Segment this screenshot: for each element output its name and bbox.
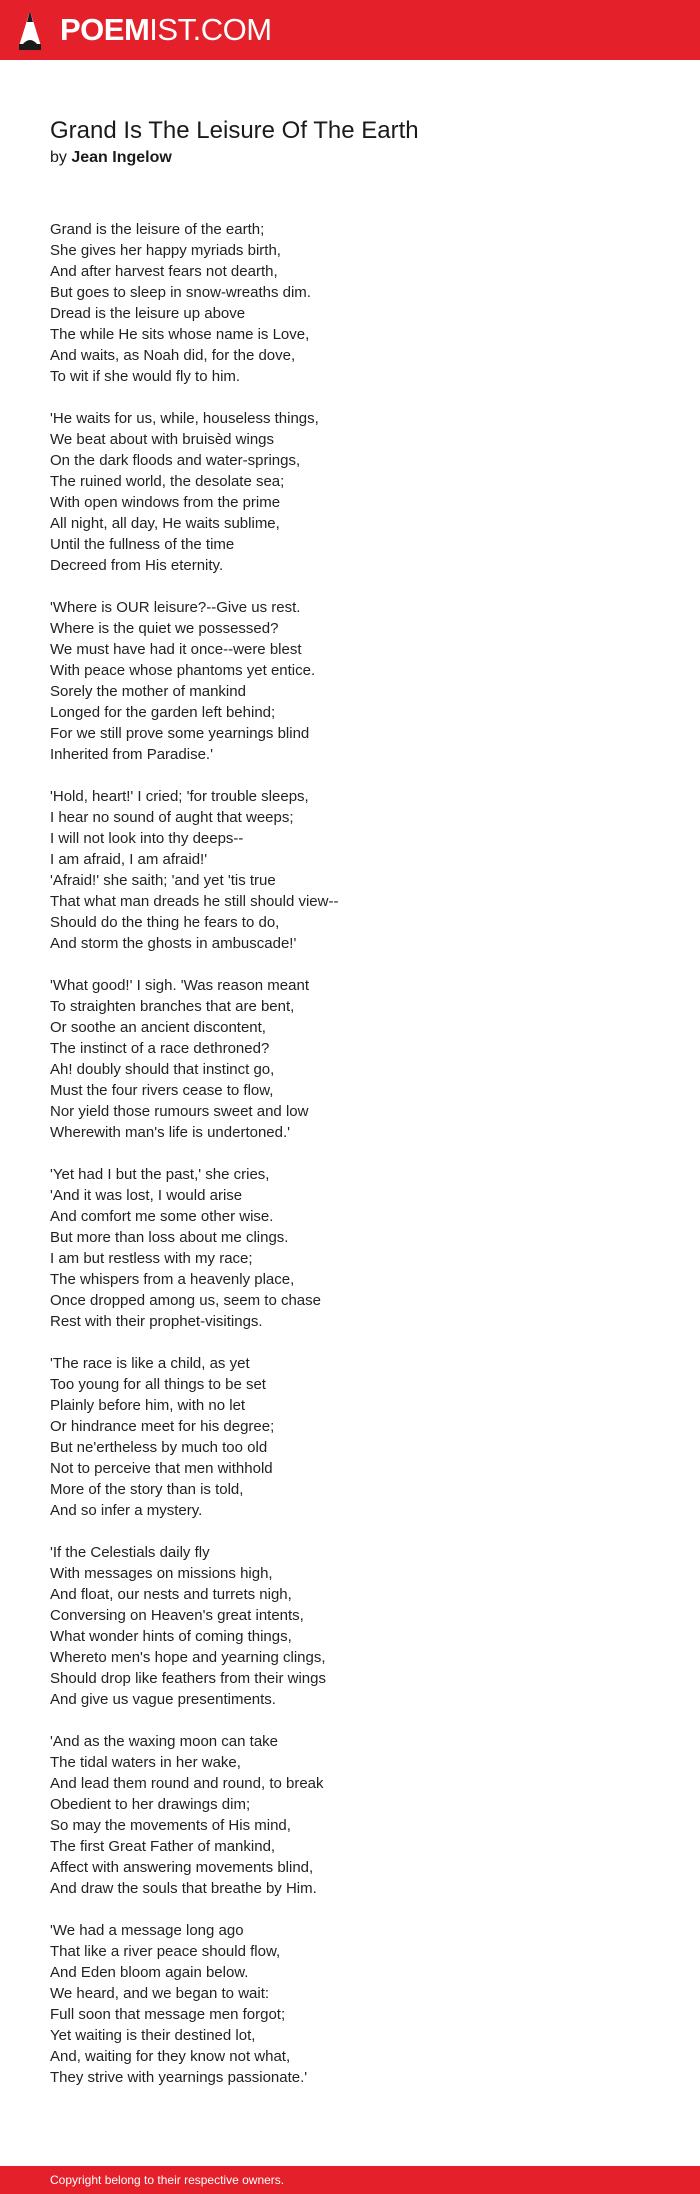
poem-stanza [50, 975, 670, 1143]
poem-line: Conversing on Heaven's great intents, [50, 1607, 304, 1624]
poem-line: But ne'ertheless by much too old [50, 1439, 268, 1456]
byline [50, 147, 172, 169]
poem-stanza [50, 1164, 670, 1332]
poem-line: And comfort me some other wise. [50, 1208, 274, 1225]
logo-text-light: IST.COM [149, 12, 272, 47]
poem-line: We must have had it once--were blest [50, 641, 302, 658]
poem-line: Where is the quiet we possessed? [50, 620, 279, 637]
poem-stanza [50, 597, 670, 765]
poem-line: To straighten branches that are bent, [50, 998, 295, 1015]
poem-line: Obedient to her drawings dim; [50, 1796, 251, 1813]
poem-line: That like a river peace should flow, [50, 1943, 281, 1960]
poem-line: The ruined world, the desolate sea; [50, 473, 285, 490]
poem-stanza [50, 408, 670, 576]
by-label: by [50, 149, 67, 166]
poem-line: And, waiting for they know not what, [50, 2048, 291, 2065]
poem-line: 'Hold, heart!' I cried; 'for trouble sleeps, [50, 788, 309, 805]
poem-line: Ah! doubly should that instinct go, [50, 1061, 275, 1078]
poem-line: But more than loss about me clings. [50, 1229, 289, 1246]
poem-line: Or hindrance meet for his degree; [50, 1418, 275, 1435]
logo-text-bold: POEM [60, 12, 150, 47]
poem-line: And storm the ghosts in ambuscade!' [50, 935, 297, 952]
poem-line: The tidal waters in her wake, [50, 1754, 241, 1771]
poem-line: On the dark floods and water-springs, [50, 452, 301, 469]
poem-line: But goes to sleep in snow-wreaths dim. [50, 284, 311, 301]
poem-line: 'The race is like a child, as yet [50, 1355, 250, 1372]
poem-stanza [50, 1920, 670, 2088]
poem-line: I hear no sound of aught that weeps; [50, 809, 294, 826]
poem-line: Should drop like feathers from their wings [50, 1670, 326, 1687]
poem-line: Decreed from His eternity. [50, 557, 224, 574]
poem-line: I am but restless with my race; [50, 1250, 253, 1267]
poem-line: Nor yield those rumours sweet and low [50, 1103, 309, 1120]
poem-line: With peace whose phantoms yet entice. [50, 662, 316, 679]
poem-line: 'Yet had I but the past,' she cries, [50, 1166, 270, 1183]
poem-line: Yet waiting is their destined lot, [50, 2027, 256, 2044]
poem-line: 'If the Celestials daily fly [50, 1544, 210, 1561]
poem-line: She gives her happy myriads birth, [50, 242, 281, 259]
site-logo[interactable] [60, 12, 272, 48]
poem-line: Longed for the garden left behind; [50, 704, 276, 721]
poem-line: And lead them round and round, to break [50, 1775, 324, 1792]
poem-line: So may the movements of His mind, [50, 1817, 291, 1834]
poem-line: With messages on missions high, [50, 1565, 273, 1582]
poem-line: And so infer a mystery. [50, 1502, 203, 1519]
poem-stanza [50, 1731, 670, 1899]
poem-line: For we still prove some yearnings blind [50, 725, 310, 742]
poem-line: That what man dreads he still should view-- [50, 893, 339, 910]
poem-line: 'What good!' I sigh. 'Was reason meant [50, 977, 309, 994]
poem-stanza [50, 219, 670, 387]
poem-line: Or soothe an ancient discontent, [50, 1019, 266, 1036]
poem-line: 'We had a message long ago [50, 1922, 244, 1939]
poem-line: 'And it was lost, I would arise [50, 1187, 243, 1204]
poem-stanza [50, 786, 670, 954]
poem-line: More of the story than is told, [50, 1481, 244, 1498]
poem-line: We heard, and we began to wait: [50, 1985, 270, 2002]
poem-line: Full soon that message men forgot; [50, 2006, 286, 2023]
poem-line: Until the fullness of the time [50, 536, 235, 553]
poem-line: Sorely the mother of mankind [50, 683, 246, 700]
poem-title: Grand Is The Leisure Of The Earth [50, 117, 419, 144]
poem-body [50, 219, 670, 2109]
poem-line: 'He waits for us, while, houseless things, [50, 410, 319, 427]
poem-line: We beat about with bruisèd wings [50, 431, 275, 448]
copyright-notice: Copyright belong to their respective owners. [50, 2173, 285, 2187]
poem-line: 'And as the waxing moon can take [50, 1733, 279, 1750]
poem-line: Not to perceive that men withhold [50, 1460, 273, 1477]
poem-stanza [50, 1353, 670, 1521]
poem-line: The first Great Father of mankind, [50, 1838, 276, 1855]
poem-line: Wherewith man's life is undertoned.' [50, 1124, 291, 1141]
poem-line: What wonder hints of coming things, [50, 1628, 292, 1645]
poem-line: And after harvest fears not dearth, [50, 263, 278, 280]
poem-line: They strive with yearnings passionate.' [50, 2069, 308, 2086]
poem-line: Whereto men's hope and yearning clings, [50, 1649, 326, 1666]
site-footer [0, 2166, 700, 2194]
poem-line: 'Where is OUR leisure?--Give us rest. [50, 599, 301, 616]
poem-line: The while He sits whose name is Love, [50, 326, 310, 343]
poem-line: The instinct of a race dethroned? [50, 1040, 270, 1057]
poem-line: And give us vague presentiments. [50, 1691, 276, 1708]
poem-line: Grand is the leisure of the earth; [50, 221, 265, 238]
poem-line: And Eden bloom again below. [50, 1964, 249, 1981]
poem-line: I am afraid, I am afraid!' [50, 851, 208, 868]
poem-line: Must the four rivers cease to flow, [50, 1082, 274, 1099]
poem-line: And draw the souls that breathe by Him. [50, 1880, 317, 1897]
poem-stanza [50, 1542, 670, 1710]
poem-line: Affect with answering movements blind, [50, 1859, 314, 1876]
poem-line: With open windows from the prime [50, 494, 281, 511]
site-header [0, 0, 700, 60]
poem-line: Should do the thing he fears to do, [50, 914, 280, 931]
poem-author: Jean Ingelow [71, 149, 172, 166]
poem-line: Once dropped among us, seem to chase [50, 1292, 321, 1309]
poem-line: Dread is the leisure up above [50, 305, 246, 322]
poem-line: Too young for all things to be set [50, 1376, 266, 1393]
poem-line: To wit if she would fly to him. [50, 368, 241, 385]
poem-line: Inherited from Paradise.' [50, 746, 213, 763]
poem-line: 'Afraid!' she saith; 'and yet 'tis true [50, 872, 276, 889]
poem-line: I will not look into thy deeps-- [50, 830, 244, 847]
poem-line: And waits, as Noah did, for the dove, [50, 347, 296, 364]
poem-line: Rest with their prophet-visitings. [50, 1313, 263, 1330]
poem-line: All night, all day, He waits sublime, [50, 515, 280, 532]
poem-line: And float, our nests and turrets nigh, [50, 1586, 292, 1603]
pen-nib-icon[interactable] [18, 10, 42, 50]
poem-line: Plainly before him, with no let [50, 1397, 246, 1414]
poem-line: The whispers from a heavenly place, [50, 1271, 295, 1288]
